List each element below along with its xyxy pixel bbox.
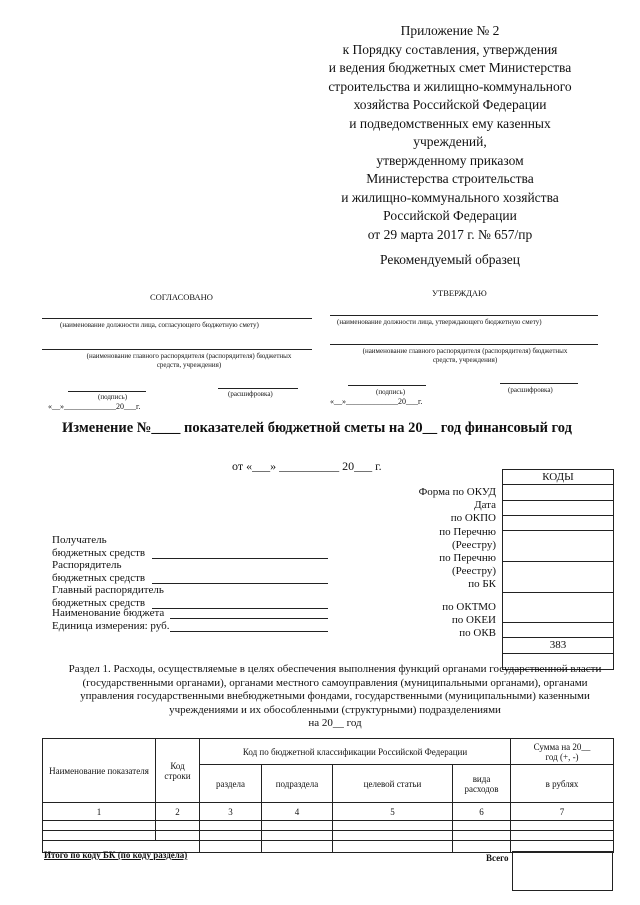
table-cell[interactable] — [511, 831, 614, 841]
approved-heading: УТВЕРЖДАЮ — [432, 288, 487, 298]
col-number: 2 — [156, 803, 200, 821]
approved-position-line[interactable] — [330, 315, 598, 316]
approved-manager-line[interactable] — [330, 344, 598, 345]
label-registry2: по Перечню — [439, 552, 496, 564]
header-subsection: подраздела — [262, 765, 333, 803]
approved-signature-caption: (подпись) — [376, 388, 406, 396]
appendix-header — [300, 22, 600, 244]
agreed-decode-line[interactable] — [218, 388, 298, 389]
appendix-line: и жилищно-коммунального хозяйства — [341, 189, 559, 205]
table-cell[interactable] — [453, 831, 511, 841]
header-target: целевой статьи — [333, 765, 453, 803]
code-registry2-cell[interactable] — [503, 562, 613, 593]
table-row[interactable] — [43, 821, 614, 831]
table-numbers-row — [43, 803, 614, 821]
approved-signature-line[interactable] — [348, 385, 426, 386]
code-bk-cell[interactable] — [503, 593, 613, 623]
field-recipient: Получатель — [52, 534, 107, 546]
approved-decode-caption: (расшифровка) — [508, 386, 553, 394]
table-cell[interactable] — [43, 821, 156, 831]
header-section: раздела — [200, 765, 262, 803]
chief-manager-input-line[interactable] — [152, 608, 328, 609]
appendix-line: к Порядку составления, утверждения — [342, 41, 558, 57]
appendix-line: и подведомственных ему казенных — [349, 115, 551, 131]
code-okei-cell[interactable]: 383 — [503, 638, 613, 653]
section-line: управления государственными внебюджетными фондами, государственными (муниципальными) казенными — [80, 690, 590, 702]
label-date: Дата — [474, 499, 496, 511]
appendix-line: от 29 марта 2017 г. № 657/пр — [367, 226, 533, 242]
manager-input-line[interactable] — [152, 583, 328, 584]
table-header-row — [43, 739, 614, 765]
col-number: 1 — [43, 803, 156, 821]
appendix-line: Приложение № 2 — [400, 23, 500, 38]
total-all-cell[interactable] — [512, 851, 613, 891]
code-date-cell[interactable] — [503, 501, 613, 516]
approved-decode-line[interactable] — [500, 383, 578, 384]
header-type — [453, 765, 511, 803]
field-budget-name: Наименование бюджета — [52, 607, 165, 619]
total-all-label: Всего — [486, 853, 509, 863]
total-by-section-label: Итого по коду БК (по коду раздела) — [44, 850, 188, 860]
table-cell[interactable] — [156, 821, 200, 831]
unit-input-line[interactable] — [170, 631, 328, 632]
label-okpo: по ОКПО — [450, 512, 496, 524]
codes-table — [502, 469, 614, 670]
field-chief-manager: Главный распорядитель — [52, 584, 164, 596]
appendix-line: утвержденному приказом — [376, 152, 524, 168]
caption-line: (наименование главного распорядителя (распорядителя) бюджетных — [86, 352, 292, 360]
table-cell[interactable] — [262, 821, 333, 831]
header-rub: в рублях — [511, 765, 614, 803]
appendix-line: Министерства строительства — [366, 171, 534, 186]
header-indicator-name: Наименование показателя — [43, 739, 156, 803]
header-text: год (+, -) — [545, 751, 579, 762]
approved-position-caption: (наименование должности лица, утверждающего бюджетную смету) — [337, 318, 542, 326]
label-registry: по Перечню — [439, 526, 496, 538]
section-line: учреждениями и их обособленными (структурными) подразделениями — [169, 703, 501, 716]
field-recipient-2: бюджетных средств — [52, 547, 146, 559]
col-number: 6 — [453, 803, 511, 821]
table-cell[interactable] — [262, 831, 333, 841]
label-okv: по ОКВ — [459, 627, 496, 639]
header-line-code — [156, 739, 200, 803]
field-chief-manager-2: бюджетных средств — [52, 597, 146, 609]
field-unit: Единица измерения: руб. — [52, 620, 170, 632]
col-number: 5 — [333, 803, 453, 821]
codes-header: КОДЫ — [503, 470, 613, 485]
col-number: 3 — [200, 803, 262, 821]
table-cell[interactable] — [453, 841, 511, 853]
agreed-heading: СОГЛАСОВАНО — [150, 292, 213, 302]
appendix-line: хозяйства Российской Федерации — [353, 97, 547, 112]
agreed-manager-caption — [58, 352, 320, 370]
label-oktmo: по ОКТМО — [442, 601, 496, 613]
approved-manager-caption — [334, 347, 596, 365]
header-bk: Код по бюджетной классификации Российской Федерации — [200, 739, 511, 765]
header-text: Код — [170, 760, 185, 771]
col-number: 4 — [262, 803, 333, 821]
agreed-position-line[interactable] — [42, 318, 312, 319]
code-okud-cell[interactable] — [503, 485, 613, 500]
table-cell[interactable] — [262, 841, 333, 853]
table-cell[interactable] — [43, 831, 156, 841]
caption-line: (наименование главного распорядителя (распорядителя) бюджетных — [362, 347, 568, 355]
label-bk: по БК — [468, 578, 496, 590]
recommended-sample: Рекомендуемый образец — [380, 252, 521, 267]
code-registry-cell[interactable] — [503, 531, 613, 562]
header-text: строки — [164, 770, 191, 781]
table-cell[interactable] — [156, 831, 200, 841]
document-date[interactable]: от «___» __________ 20___ г. — [232, 459, 382, 473]
section-line: на 20__ год — [308, 717, 362, 729]
agreed-signature-line[interactable] — [68, 391, 146, 392]
agreed-signature-caption: (подпись) — [98, 393, 128, 401]
col-number: 7 — [511, 803, 614, 821]
appendix-line: и ведения бюджетных смет Министерства — [328, 60, 572, 75]
document-title: Изменение №____ показателей бюджетной сметы на 20__ год финансовый год — [62, 420, 572, 436]
expenses-table — [42, 738, 614, 853]
appendix-line: Российской Федерации — [383, 208, 517, 223]
table-cell[interactable] — [200, 821, 262, 831]
section-line: Раздел 1. Расходы, осуществляемые в целях обеспечения выполнения функций органами государственной власти — [68, 663, 602, 675]
label-registry-paren: (Реестру) — [451, 539, 496, 551]
section-line: (государственными органами), органами местного самоуправления (муниципальными органами), органами — [82, 676, 588, 689]
caption-line: средств, учреждения) — [156, 361, 222, 369]
code-okpo-cell[interactable] — [503, 516, 613, 531]
caption-line: средств, учреждения) — [432, 356, 498, 364]
table-cell[interactable] — [511, 821, 614, 831]
field-manager: Распорядитель — [52, 559, 122, 571]
header-text: вида — [472, 773, 491, 784]
header-sum — [511, 739, 614, 765]
header-text: Сумма на 20__ — [533, 741, 591, 752]
table-row[interactable] — [43, 831, 614, 841]
table-cell[interactable] — [200, 841, 262, 853]
code-oktmo-cell[interactable] — [503, 623, 613, 638]
appendix-line: учреждений, — [413, 134, 487, 149]
approved-date[interactable]: «__»_____________20___г. — [330, 397, 423, 406]
table-cell[interactable] — [333, 841, 453, 853]
label-okud: Форма по ОКУД — [418, 486, 496, 498]
agreed-manager-line[interactable] — [42, 349, 312, 350]
recipient-input-line[interactable] — [152, 558, 328, 559]
appendix-line: строительства и жилищно-коммунального — [328, 78, 572, 94]
header-text: расходов — [464, 783, 499, 794]
agreed-decode-caption: (расшифровка) — [228, 390, 273, 398]
field-manager-2: бюджетных средств — [52, 572, 146, 584]
label-okei: по ОКЕИ — [451, 614, 496, 626]
table-cell[interactable] — [200, 831, 262, 841]
agreed-position-caption: (наименование должности лица, согласующего бюджетную смету) — [60, 321, 259, 329]
section-heading — [60, 663, 610, 731]
label-registry2-paren: (Реестру) — [451, 565, 496, 577]
budget-name-input-line[interactable] — [170, 618, 328, 619]
table-cell[interactable] — [333, 821, 453, 831]
table-cell[interactable] — [453, 821, 511, 831]
table-cell[interactable] — [333, 831, 453, 841]
agreed-date[interactable]: «__»_____________20___г. — [48, 402, 141, 411]
